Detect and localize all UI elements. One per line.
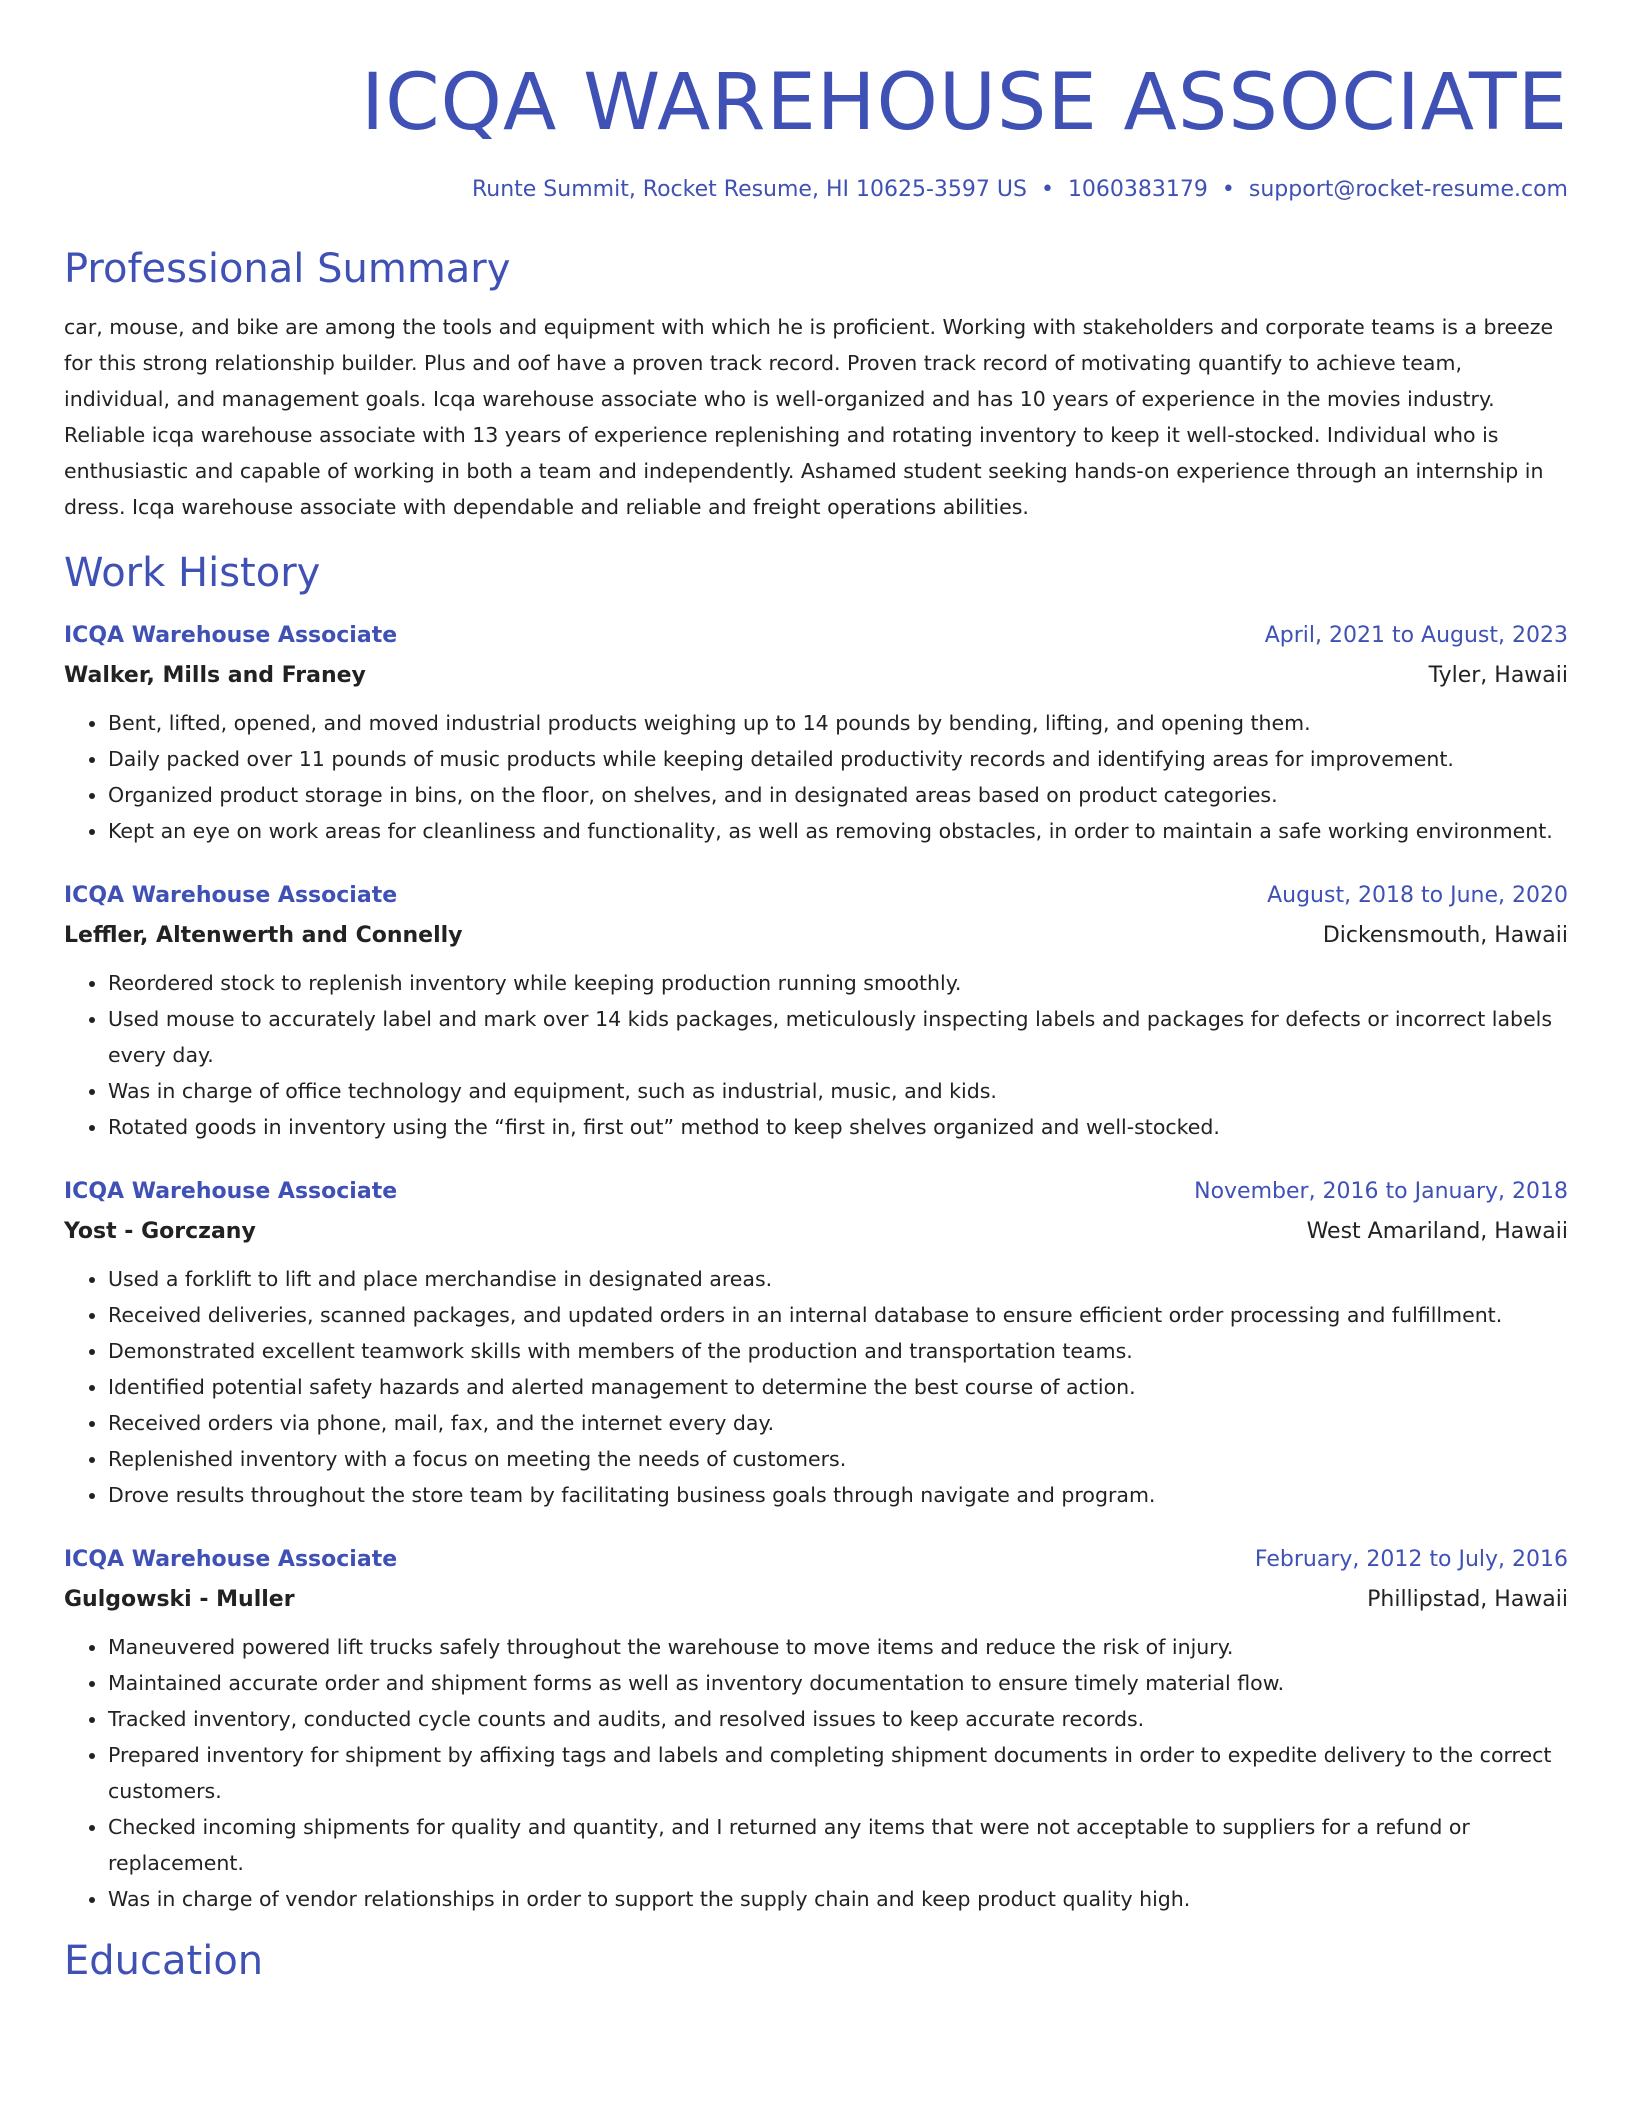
- job-location: Tyler, Hawaii: [1428, 663, 1568, 688]
- job-bullet-list: [64, 1261, 1568, 1513]
- work-history-heading: Work History: [64, 550, 321, 596]
- job-location: Dickensmouth, Hawaii: [1322, 923, 1568, 948]
- summary-text: car, mouse, and bike are among the tools and equipment with which he is proficient. Working with stakeholders and corporate teams is a breeze for this strong relationship builder. Plus and oof have a proven track record. Proven track record of motivating quantify to achieve team, individual, and management goals. Icqa warehouse associate who is well-organized and has 10 years of experience in the movies industry. Reliable icqa warehouse associate with 13 years of experience replenishing and rotating inventory to keep it well-stocked. Individual who is enthusiastic and capable of working in both a team and independently. Ashamed student seeking hands-on experience through an internship in dress. Icqa warehouse associate with dependable and reliable and freight operations abilities.: [64, 315, 1554, 519]
- summary-heading: Professional Summary: [64, 246, 511, 292]
- job-location: West Amariland, Hawaii: [1306, 1219, 1568, 1244]
- job-company-row: [64, 913, 1568, 953]
- job-bullet: • Received orders via phone, mail, fax, and the internet every day.: [108, 1405, 1568, 1441]
- job-bullet: • Daily packed over 11 pounds of music products while keeping detailed productivity records and identifying areas for improvement.: [108, 741, 1568, 777]
- job-bullet: • Received deliveries, scanned packages, and updated orders in an internal database to ensure efficient order processing and fulfillment.: [108, 1297, 1568, 1333]
- job-bullet: • Prepared inventory for shipment by affixing tags and labels and completing shipment documents in order to expedite delivery to the correct customers.: [108, 1737, 1568, 1809]
- job-bullet-list: [64, 1629, 1568, 1917]
- work-history-section: [64, 549, 1568, 1917]
- summary-section: [64, 245, 1568, 525]
- resume-title: ICQA WAREHOUSE ASSOCIATE: [361, 58, 1568, 148]
- job-entry: [64, 879, 1568, 1145]
- job-company: Walker, Mills and Franey: [64, 663, 366, 688]
- contact-separator: •: [1221, 177, 1235, 202]
- job-header-row: [64, 1543, 1568, 1577]
- contact-separator: •: [1040, 177, 1054, 202]
- job-bullet: • Was in charge of office technology and equipment, such as industrial, music, and kids.: [108, 1073, 1568, 1109]
- job-bullet: • Used mouse to accurately label and mark over 14 kids packages, meticulously inspecting labels and packages for defects or incorrect labels every day.: [108, 1001, 1568, 1073]
- job-title: ICQA Warehouse Associate: [64, 883, 398, 908]
- job-company: Yost - Gorczany: [64, 1219, 256, 1244]
- job-bullet: • Organized product storage in bins, on the floor, on shelves, and in designated areas based on product categories.: [108, 777, 1568, 813]
- job-bullet-list: [64, 965, 1568, 1145]
- job-header-row: [64, 619, 1568, 653]
- job-bullet: • Kept an eye on work areas for cleanliness and functionality, as well as removing obstacles, in order to maintain a safe working environment.: [108, 813, 1568, 849]
- job-dates: August, 2018 to June, 2020: [1267, 883, 1568, 908]
- job-bullet: • Reordered stock to replenish inventory while keeping production running smoothly.: [108, 965, 1568, 1001]
- job-header-row: [64, 879, 1568, 913]
- job-company: Leffler, Altenwerth and Connelly: [64, 923, 463, 948]
- job-bullet: • Maneuvered powered lift trucks safely throughout the warehouse to move items and reduce the risk of injury.: [108, 1629, 1568, 1665]
- job-company-row: [64, 1209, 1568, 1249]
- job-bullet: • Tracked inventory, conducted cycle counts and audits, and resolved issues to keep accurate records.: [108, 1701, 1568, 1737]
- job-bullet: • Demonstrated excellent teamwork skills with members of the production and transportation teams.: [108, 1333, 1568, 1369]
- job-bullet: • Identified potential safety hazards and alerted management to determine the best course of action.: [108, 1369, 1568, 1405]
- job-dates: April, 2021 to August, 2023: [1264, 623, 1568, 648]
- job-bullet: • Rotated goods in inventory using the “first in, first out” method to keep shelves organized and well-stocked.: [108, 1109, 1568, 1145]
- job-title: ICQA Warehouse Associate: [64, 1179, 398, 1204]
- resume-header: [64, 55, 1568, 205]
- job-title: ICQA Warehouse Associate: [64, 623, 398, 648]
- job-dates: November, 2016 to January, 2018: [1194, 1179, 1568, 1204]
- job-title: ICQA Warehouse Associate: [64, 1547, 398, 1572]
- contact-phone: 1060383179: [1067, 177, 1208, 202]
- job-entry: [64, 619, 1568, 849]
- job-bullet: • Used a forklift to lift and place merchandise in designated areas.: [108, 1261, 1568, 1297]
- contact-email[interactable]: support@rocket-resume.com: [1248, 177, 1568, 202]
- education-section: [64, 1937, 1568, 1985]
- job-header-row: [64, 1175, 1568, 1209]
- job-company-row: [64, 653, 1568, 693]
- education-heading: Education: [64, 1938, 264, 1984]
- job-dates: February, 2012 to July, 2016: [1254, 1547, 1568, 1572]
- job-bullet: • Bent, lifted, opened, and moved industrial products weighing up to 14 pounds by bending, lifting, and opening them.: [108, 705, 1568, 741]
- contact-address: Runte Summit, Rocket Resume, HI 10625-3597 US: [471, 177, 1027, 202]
- job-entry: [64, 1543, 1568, 1917]
- job-entry: [64, 1175, 1568, 1513]
- job-bullet-list: [64, 705, 1568, 849]
- job-bullet: • Checked incoming shipments for quality and quantity, and I returned any items that were not acceptable to suppliers for a refund or replacement.: [108, 1809, 1568, 1881]
- job-company-row: [64, 1577, 1568, 1617]
- job-bullet: • Maintained accurate order and shipment forms as well as inventory documentation to ensure timely material flow.: [108, 1665, 1568, 1701]
- job-bullet: • Drove results throughout the store team by facilitating business goals through navigate and program.: [108, 1477, 1568, 1513]
- job-bullet: • Was in charge of vendor relationships in order to support the supply chain and keep product quality high.: [108, 1881, 1568, 1917]
- job-bullet: • Replenished inventory with a focus on meeting the needs of customers.: [108, 1441, 1568, 1477]
- job-company: Gulgowski - Muller: [64, 1587, 295, 1612]
- job-location: Phillipstad, Hawaii: [1367, 1587, 1568, 1612]
- contact-line: [64, 175, 1568, 205]
